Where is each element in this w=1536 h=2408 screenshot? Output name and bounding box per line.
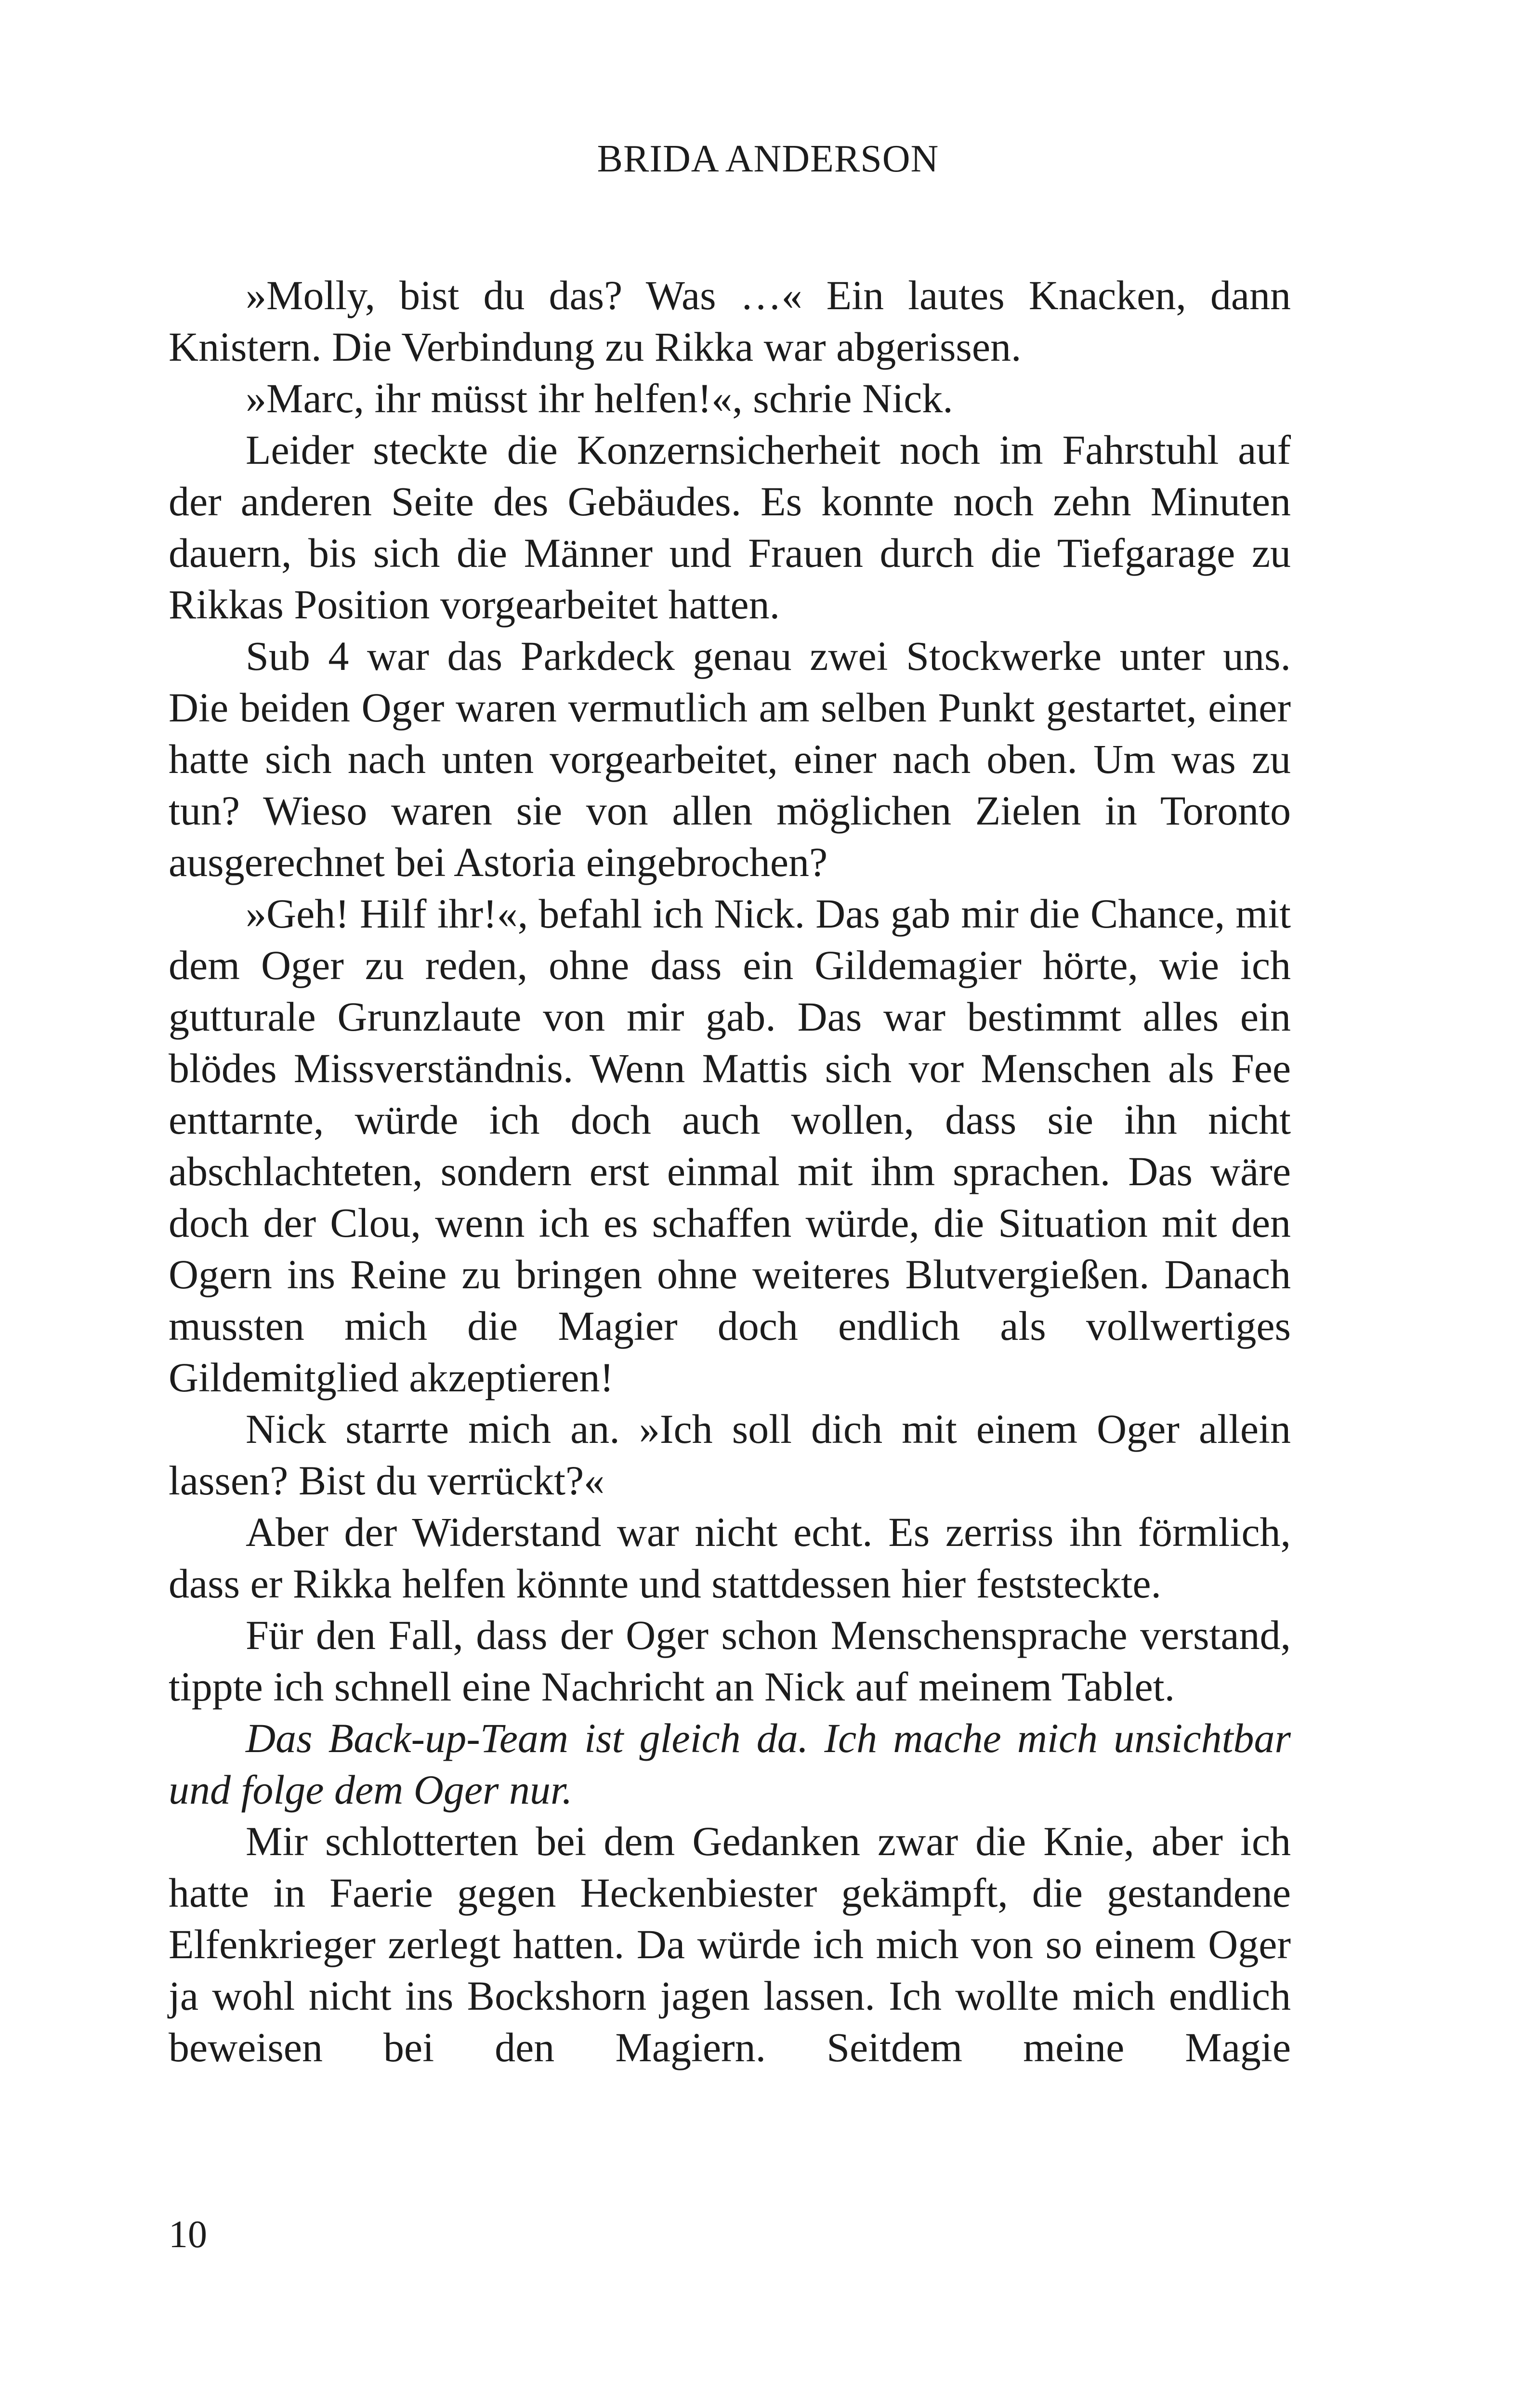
body-text — [169, 270, 1291, 2073]
paragraph: »Geh! Hilf ihr!«, befahl ich Nick. Das gab mir die Chance, mit dem Oger zu reden, ohne dass ein Gildemagier hörte, wie ich gutturale Grunzlaute von mir gab. Das war bestimmt alles ein blödes Missverständnis. Wenn Mattis sich vor Menschen als Fee enttarnte, würde ich doch auch wollen, dass sie ihn nicht abschlachteten, sondern erst einmal mit ihm sprachen. Das wäre doch der Clou, wenn ich es schaffen würde, die Situation mit den Ogern ins Reine zu bringen ohne weiteres Blutvergießen. Danach mussten mich die Magier doch endlich als vollwertiges Gildemitglied akzeptieren! — [169, 890, 1291, 1400]
italic-message-paragraph: Das Back-up-Team ist gleich da. Ich mache mich unsichtbar und folge dem Oger nur. — [169, 1715, 1291, 1813]
paragraph: »Molly, bist du das? Was …« Ein lautes Knacken, dann Knistern. Die Verbindung zu Rikka war abgerissen. — [169, 272, 1291, 370]
page-number: 10 — [169, 2213, 207, 2256]
paragraph: Mir schlotterten bei dem Gedanken zwar die Knie, aber ich hatte in Faerie gegen Heckenbiester gekämpft, die gestandene Elfenkrieger zerlegt hatten. Da würde ich mich von so einem Oger ja wohl nicht ins Bockshorn jagen lassen. Ich wollte mich endlich beweisen bei den Magiern. Seitdem meine Magie — [169, 1818, 1291, 2070]
running-head: BRIDA ANDERSON — [597, 138, 939, 180]
paragraph: Leider steckte die Konzernsicherheit noch im Fahrstuhl auf der anderen Seite des Gebäudes. Es konnte noch zehn Minuten dauern, bis sich die Männer und Frauen durch die Tiefgarage zu Rikkas Position vorgearbeitet hatten. — [169, 427, 1291, 628]
paragraph: Für den Fall, dass der Oger schon Menschensprache verstand, tippte ich schnell eine Nachricht an Nick auf meinem Tablet. — [169, 1612, 1291, 1710]
paragraph: »Marc, ihr müsst ihr helfen!«, schrie Nick. — [246, 375, 953, 421]
paragraph: Sub 4 war das Parkdeck genau zwei Stockwerke unter uns. Die beiden Oger waren vermutlich am selben Punkt gestartet, einer hatte sich nach unten vorgearbeitet, einer nach oben. Um was zu tun? Wieso waren sie von allen möglichen Zielen in Toronto ausgerechnet bei Astoria eingebrochen? — [169, 633, 1291, 885]
paragraph: Aber der Widerstand war nicht echt. Es zerriss ihn förmlich, dass er Rikka helfen könnte und stattdessen hier feststeckte. — [169, 1509, 1291, 1607]
paragraph: Nick starrte mich an. »Ich soll dich mit einem Oger allein lassen? Bist du verrückt?« — [169, 1406, 1291, 1504]
